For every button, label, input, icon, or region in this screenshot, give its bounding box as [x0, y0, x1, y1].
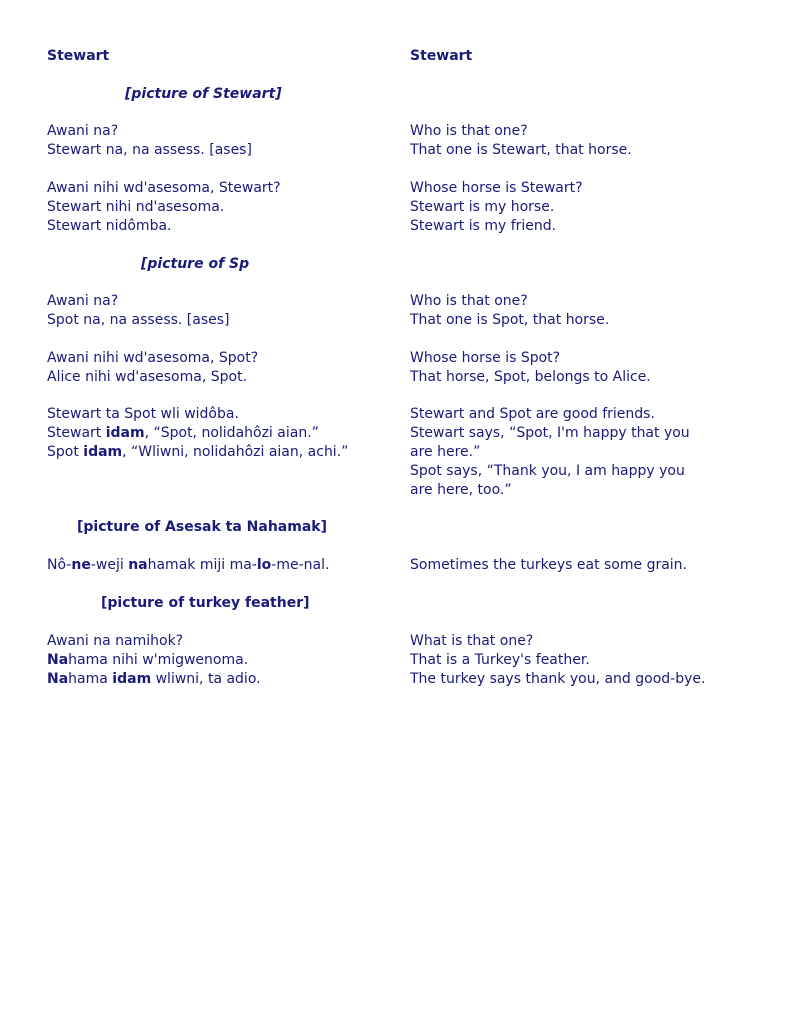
text-run: Spot [47, 444, 84, 460]
text-run: , “Wliwni, nolidahôzi aian, achi.” [122, 444, 349, 460]
text-run-bold: idam [83, 444, 123, 460]
line-left [47, 670, 261, 689]
line-right: That is a Turkey's feather. [410, 652, 590, 668]
text-run: Stewart [47, 425, 106, 441]
line-left: Awani nihi wd'asesoma, Spot? [47, 350, 259, 366]
line-left: Awani na? [47, 123, 119, 139]
line-right: Stewart and Spot are good friends. [410, 406, 655, 422]
text-run: hama nihi w'migwenoma. [68, 652, 249, 668]
line-right: are here.” [410, 444, 481, 460]
text-run-bold: idam [112, 671, 152, 687]
line-right: Spot says, “Thank you, I am happy you [410, 463, 685, 479]
text-run-bold: idam [105, 425, 145, 441]
line-left: Awani na? [47, 293, 119, 309]
heading-stewart-left: Stewart [47, 48, 110, 64]
heading-stewart-right: Stewart [410, 48, 473, 64]
line-right: Stewart says, “Spot, I'm happy that you [410, 425, 690, 441]
line-right: Who is that one? [410, 293, 528, 309]
line-left: Alice nihi wd'asesoma, Spot. [47, 369, 248, 385]
line-right: That one is Spot, that horse. [410, 312, 610, 328]
text-run-bold: ne [71, 557, 91, 573]
line-left [47, 651, 248, 670]
text-run: wliwni, ta adio. [151, 671, 261, 687]
line-right: That one is Stewart, that horse. [410, 142, 632, 158]
line-left: Stewart nihi nd'asesoma. [47, 199, 225, 215]
line-right: Stewart is my friend. [410, 218, 557, 234]
line-left: Awani na namihok? [47, 633, 184, 649]
line-right: are here, too.” [410, 482, 512, 498]
line-left: Stewart na, na assess. [ases] [47, 142, 252, 158]
text-run-bold: Na [47, 652, 69, 668]
line-right: Whose horse is Stewart? [410, 180, 583, 196]
line-left [47, 556, 329, 575]
text-run-bold: lo [256, 557, 272, 573]
line-right: The turkey says thank you, and good-bye. [410, 671, 706, 687]
picture-caption-turkeys: [picture of Asesak ta Nahamak] [77, 519, 327, 535]
line-right: Whose horse is Spot? [410, 350, 561, 366]
text-run: hama [68, 671, 113, 687]
text-run: Nô- [47, 557, 72, 573]
line-left: Stewart ta Spot wli widôba. [47, 406, 239, 422]
text-run: -me-nal. [271, 557, 330, 573]
line-left [47, 443, 348, 462]
picture-caption-feather: [picture of turkey feather] [101, 595, 310, 611]
text-run-bold: Na [47, 671, 69, 687]
line-right: Stewart is my horse. [410, 199, 555, 215]
line-right: Sometimes the turkeys eat some grain. [410, 557, 687, 573]
line-right: What is that one? [410, 633, 534, 649]
line-left: Stewart nidômba. [47, 218, 172, 234]
text-run: -weji [90, 557, 129, 573]
text-run: hamak miji ma- [147, 557, 257, 573]
line-left: Spot na, na assess. [ases] [47, 312, 230, 328]
text-run-bold: na [128, 557, 148, 573]
line-left: Awani nihi wd'asesoma, Stewart? [47, 180, 281, 196]
line-left [47, 424, 319, 443]
line-right: That horse, Spot, belongs to Alice. [410, 369, 651, 385]
text-run: , “Spot, nolidahôzi aian.” [144, 425, 319, 441]
picture-caption-stewart: [picture of Stewart] [125, 86, 282, 102]
picture-caption-spot: [picture of Sp [141, 256, 250, 272]
line-right: Who is that one? [410, 123, 528, 139]
